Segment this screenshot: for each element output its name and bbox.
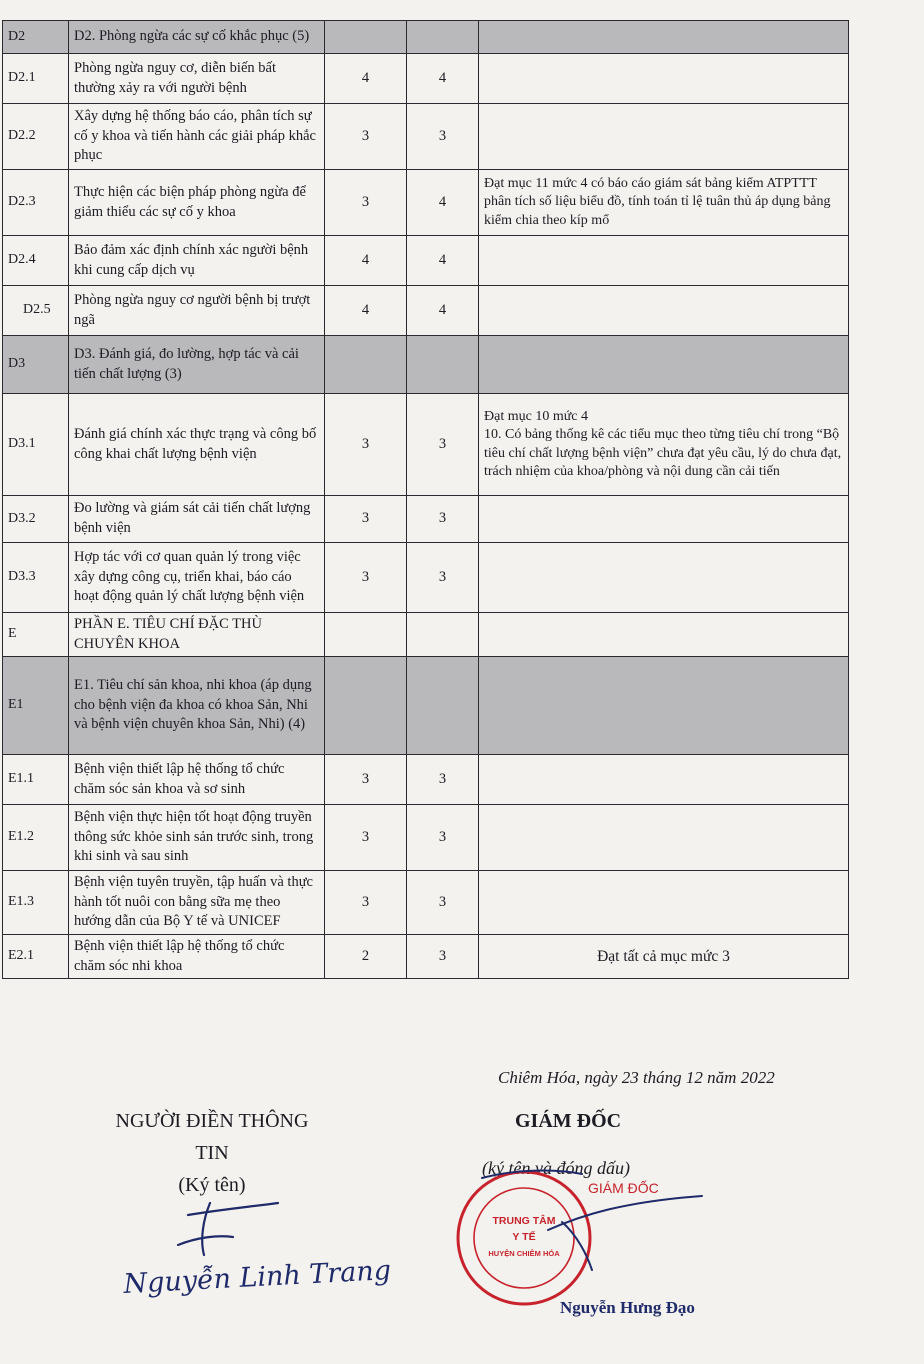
criterion-code: E1.2 bbox=[3, 805, 69, 871]
table-row bbox=[3, 21, 849, 54]
criterion-name: Bệnh viện tuyên truyền, tập huấn và thực hành tốt nuôi con bằng sữa mẹ theo hướng dẫn của Bộ Y tế và UNICEF bbox=[69, 871, 325, 935]
self-score bbox=[325, 336, 407, 394]
criterion-code: D3 bbox=[3, 336, 69, 394]
assessed-score: 3 bbox=[407, 871, 479, 935]
criterion-name: Hợp tác với cơ quan quản lý trong việc xây dựng công cụ, triển khai, báo cáo hoạt động quản lý chất lượng bệnh viện bbox=[69, 543, 325, 613]
self-score: 3 bbox=[325, 871, 407, 935]
self-score: 3 bbox=[325, 543, 407, 613]
assessment-note bbox=[479, 805, 849, 871]
table-row bbox=[3, 170, 849, 236]
criterion-code: D2 bbox=[3, 21, 69, 54]
criteria-table-body bbox=[3, 21, 849, 979]
assessed-score: 4 bbox=[407, 236, 479, 286]
criterion-code: E bbox=[3, 613, 69, 657]
stamp-line-3: HUYỆN CHIÊM HÓA bbox=[488, 1249, 560, 1258]
self-score: 2 bbox=[325, 935, 407, 979]
criteria-table bbox=[2, 20, 849, 979]
assessed-score: 3 bbox=[407, 543, 479, 613]
table-row bbox=[3, 613, 849, 657]
criterion-name: E1. Tiêu chí sản khoa, nhi khoa (áp dụng cho bệnh viện đa khoa có khoa Sản, Nhi và bệnh viện chuyên khoa Sản, Nhi) (4) bbox=[69, 657, 325, 755]
criterion-name: Thực hiện các biện pháp phòng ngừa để giảm thiểu các sự cố y khoa bbox=[69, 170, 325, 236]
assessment-note bbox=[479, 286, 849, 336]
table-row bbox=[3, 286, 849, 336]
assessment-note bbox=[479, 496, 849, 543]
table-row bbox=[3, 394, 849, 496]
self-score bbox=[325, 21, 407, 54]
assessment-note bbox=[479, 104, 849, 170]
criterion-name: Bệnh viện thực hiện tốt hoạt động truyền thông sức khỏe sinh sản trước sinh, trong khi sinh và sau sinh bbox=[69, 805, 325, 871]
criterion-name: Bệnh viện thiết lập hệ thống tổ chức chăm sóc nhi khoa bbox=[69, 935, 325, 979]
assessment-note bbox=[479, 543, 849, 613]
criterion-code: E1.3 bbox=[3, 871, 69, 935]
right-sign-note: (ký tên và đóng dấu) bbox=[482, 1158, 630, 1178]
assessment-note: Đạt mục 10 mức 4 10. Có bảng thống kê các tiểu mục theo từng tiêu chí trong “Bộ tiêu chí chất lượng bệnh viện” chưa đạt yêu cầu, lý do chưa đạt, trách nhiệm của khoa/phòng và nội dung cần cải tiến bbox=[479, 394, 849, 496]
left-sign-note: (Ký tên) bbox=[178, 1174, 246, 1196]
left-handwritten-signature bbox=[118, 1185, 392, 1325]
assessment-note bbox=[479, 21, 849, 54]
self-score: 3 bbox=[325, 496, 407, 543]
criterion-name: Đánh giá chính xác thực trạng và công bố công khai chất lượng bệnh viện bbox=[69, 394, 325, 496]
assessed-score: 3 bbox=[407, 805, 479, 871]
assessment-note: Đạt tất cả mục mức 3 bbox=[479, 935, 849, 979]
table-row bbox=[3, 657, 849, 755]
self-score: 4 bbox=[325, 236, 407, 286]
stamp-line-2: Y TẾ bbox=[512, 1231, 536, 1243]
criterion-name: Phòng ngừa nguy cơ, diễn biến bất thường xảy ra với người bệnh bbox=[69, 54, 325, 104]
assessed-score: 4 bbox=[407, 54, 479, 104]
assessment-note bbox=[479, 871, 849, 935]
assessed-score: 3 bbox=[407, 394, 479, 496]
self-score bbox=[325, 657, 407, 755]
criterion-code: E2.1 bbox=[3, 935, 69, 979]
table-row bbox=[3, 935, 849, 979]
criterion-name: D2. Phòng ngừa các sự cố khắc phục (5) bbox=[69, 21, 325, 54]
criterion-code: E1 bbox=[3, 657, 69, 755]
criterion-name: PHẦN E. TIÊU CHÍ ĐẶC THÙ CHUYÊN KHOA bbox=[69, 613, 325, 657]
criterion-name: Phòng ngừa nguy cơ người bệnh bị trượt ngã bbox=[69, 286, 325, 336]
self-score: 3 bbox=[325, 104, 407, 170]
assessed-score bbox=[407, 336, 479, 394]
stamp-line-1: TRUNG TÂM bbox=[492, 1215, 556, 1227]
left-role-line-1: NGƯỜI ĐIỀN THÔNG bbox=[115, 1110, 309, 1132]
criterion-code: E1.1 bbox=[3, 755, 69, 805]
table-row bbox=[3, 104, 849, 170]
criterion-code: D3.2 bbox=[3, 496, 69, 543]
assessed-score bbox=[407, 657, 479, 755]
assessed-score: 3 bbox=[407, 104, 479, 170]
criterion-name: Bệnh viện thiết lập hệ thống tổ chức chăm sóc sản khoa và sơ sinh bbox=[69, 755, 325, 805]
left-role-line-2: TIN bbox=[195, 1142, 229, 1164]
table-row bbox=[3, 755, 849, 805]
criterion-name: D3. Đánh giá, đo lường, hợp tác và cải tiến chất lượng (3) bbox=[69, 336, 325, 394]
official-stamp bbox=[452, 1160, 772, 1320]
assessment-note bbox=[479, 657, 849, 755]
assessed-score bbox=[407, 613, 479, 657]
criterion-name: Xây dựng hệ thống báo cáo, phân tích sự cố y khoa và tiến hành các giải pháp khắc phục bbox=[69, 104, 325, 170]
table-row bbox=[3, 871, 849, 935]
table-row bbox=[3, 805, 849, 871]
self-score bbox=[325, 613, 407, 657]
self-score: 4 bbox=[325, 286, 407, 336]
assessed-score: 3 bbox=[407, 496, 479, 543]
assessed-score: 4 bbox=[407, 170, 479, 236]
assessment-note: Đạt mục 11 mức 4 có báo cáo giám sát bảng kiểm ATPTTT phân tích số liệu biểu đồ, tính toán tỉ lệ tuân thủ áp dụng bảng kiểm chia theo kíp mổ bbox=[479, 170, 849, 236]
criterion-code: D2.5 bbox=[3, 286, 69, 336]
date-line: Chiêm Hóa, ngày 23 tháng 12 năm 2022 bbox=[498, 1068, 775, 1087]
assessment-note bbox=[479, 755, 849, 805]
assessment-note bbox=[479, 613, 849, 657]
self-score: 4 bbox=[325, 54, 407, 104]
self-score: 3 bbox=[325, 755, 407, 805]
self-score: 3 bbox=[325, 170, 407, 236]
left-signer-name: Nguyễn Linh Trang bbox=[122, 1255, 392, 1300]
self-score: 3 bbox=[325, 805, 407, 871]
assessment-note bbox=[479, 336, 849, 394]
criterion-code: D2.4 bbox=[3, 236, 69, 286]
right-role: GIÁM ĐỐC bbox=[515, 1110, 622, 1132]
assessed-score bbox=[407, 21, 479, 54]
criterion-code: D3.1 bbox=[3, 394, 69, 496]
stamp-title: GIÁM ĐỐC bbox=[588, 1180, 659, 1196]
assessment-note bbox=[479, 236, 849, 286]
assessed-score: 3 bbox=[407, 935, 479, 979]
assessment-note bbox=[479, 54, 849, 104]
table-row bbox=[3, 54, 849, 104]
criterion-name: Bảo đảm xác định chính xác người bệnh khi cung cấp dịch vụ bbox=[69, 236, 325, 286]
assessed-score: 4 bbox=[407, 286, 479, 336]
criterion-code: D2.3 bbox=[3, 170, 69, 236]
table-row bbox=[3, 236, 849, 286]
table-row bbox=[3, 543, 849, 613]
director-name: Nguyễn Hưng Đạo bbox=[560, 1298, 695, 1317]
table-row bbox=[3, 496, 849, 543]
criterion-code: D3.3 bbox=[3, 543, 69, 613]
criterion-name: Đo lường và giám sát cải tiến chất lượng bệnh viện bbox=[69, 496, 325, 543]
assessed-score: 3 bbox=[407, 755, 479, 805]
self-score: 3 bbox=[325, 394, 407, 496]
table-row bbox=[3, 336, 849, 394]
criterion-code: D2.1 bbox=[3, 54, 69, 104]
criterion-code: D2.2 bbox=[3, 104, 69, 170]
